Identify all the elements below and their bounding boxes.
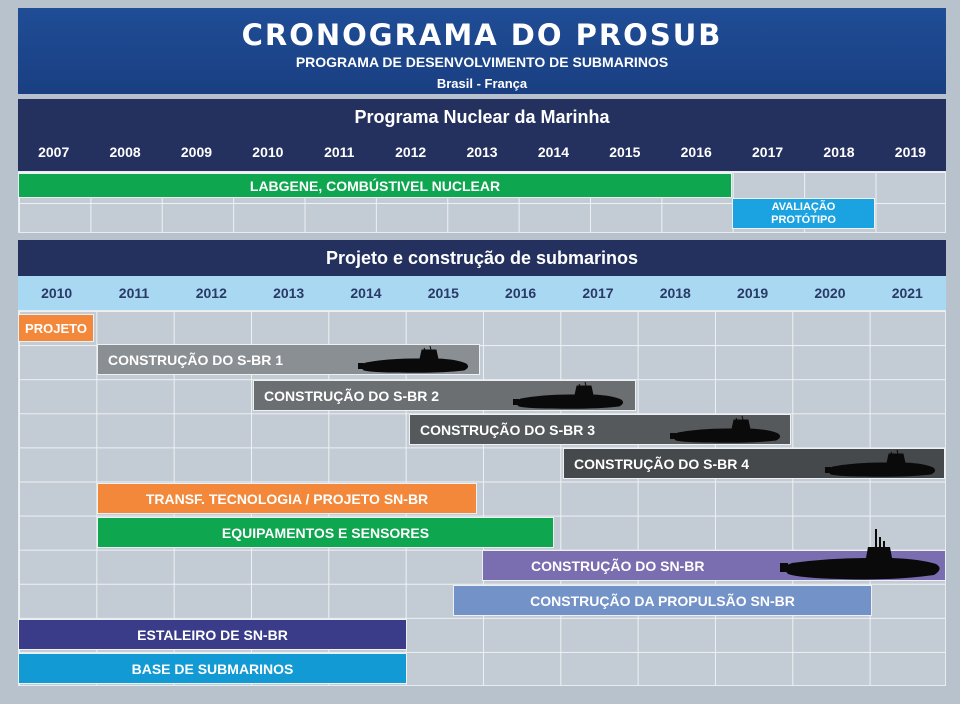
bar-equipamentos-sensores: [97, 517, 554, 548]
page-subtitle: PROGRAMA DE DESENVOLVIMENTO DE SUBMARINOS: [295, 54, 669, 70]
submarinos-year-2012: 2012: [195, 285, 227, 301]
bar-avaliacao-label-1: AVALIAÇÃO: [771, 200, 836, 213]
submarine-icon: [670, 416, 782, 444]
submarinos-year-2010: 2010: [41, 285, 73, 301]
bar-projeto: [18, 314, 94, 342]
year-row-submarinos: [18, 276, 946, 310]
bar-sbr2-label: CONSTRUÇÃO DO S-BR 2: [264, 387, 440, 404]
bar-transf-tecnologia: [97, 483, 477, 514]
year-row-nuclear: [18, 135, 946, 171]
section-title-nuclear: Programa Nuclear da Marinha: [18, 99, 946, 135]
submarinos-year-2013: 2013: [273, 285, 305, 301]
submarinos-year-2019: 2019: [737, 285, 769, 301]
bar-labgene: [18, 173, 732, 198]
bar-transf-label: TRANSF. TECNOLOGIA / PROJETO SN-BR: [145, 490, 429, 507]
submarinos-year-2017: 2017: [582, 285, 614, 301]
bar-projeto-label: PROJETO: [25, 320, 87, 336]
nuclear-year-2009: 2009: [180, 144, 213, 160]
submarine-icon: [358, 346, 470, 374]
nuclear-year-2014: 2014: [537, 144, 569, 160]
page-subtitle-countries: Brasil - França: [436, 76, 528, 91]
bar-avaliacao-label-2: PROTÓTIPO: [771, 213, 836, 226]
bar-sbr4-label: CONSTRUÇÃO DO S-BR 4: [574, 455, 750, 472]
submarine-icon: [825, 450, 937, 478]
nuclear-year-2017: 2017: [752, 144, 784, 160]
bar-construcao-propulsao: [453, 585, 872, 616]
bar-sbr3-label: CONSTRUÇÃO DO S-BR 3: [420, 421, 596, 438]
bar-estaleiro: [18, 619, 407, 650]
header-banner: [18, 8, 946, 94]
submarinos-year-2018: 2018: [659, 285, 691, 301]
nuclear-year-2008: 2008: [109, 144, 141, 160]
bar-base-label: BASE DE SUBMARINOS: [131, 660, 294, 677]
submarinos-year-2021: 2021: [891, 285, 923, 301]
submarinos-year-2020: 2020: [814, 285, 846, 301]
nuclear-year-2018: 2018: [823, 144, 855, 160]
nuclear-year-2011: 2011: [324, 144, 355, 160]
bar-propulsao-label: CONSTRUÇÃO DA PROPULSÃO SN-BR: [530, 592, 795, 609]
submarinos-year-2011: 2011: [118, 285, 150, 301]
page-title: CRONOGRAMA DO PROSUB: [241, 18, 723, 52]
nuclear-year-2007: 2007: [38, 144, 70, 160]
submarine-icon: [513, 382, 625, 410]
nuclear-year-2012: 2012: [395, 144, 427, 160]
bar-estaleiro-label: ESTALEIRO DE SN-BR: [137, 626, 288, 643]
nuclear-year-2010: 2010: [252, 144, 284, 160]
submarinos-year-2016: 2016: [505, 285, 537, 301]
nuclear-year-2016: 2016: [680, 144, 712, 160]
nuclear-submarine-icon: [780, 527, 944, 581]
submarinos-year-2014: 2014: [350, 285, 382, 301]
bar-snbr-label: CONSTRUÇÃO DO SN-BR: [531, 557, 705, 574]
bar-base-submarinos: [18, 653, 407, 684]
nuclear-year-2015: 2015: [609, 144, 641, 160]
bar-labgene-label: LABGENE, COMBÚSTIVEL NUCLEAR: [249, 177, 501, 194]
nuclear-year-2019: 2019: [894, 144, 926, 160]
section-title-submarinos: Projeto e construção de submarinos: [18, 240, 946, 276]
submarinos-year-2015: 2015: [427, 285, 459, 301]
bar-equip-label: EQUIPAMENTOS E SENSORES: [221, 524, 430, 541]
nuclear-year-2013: 2013: [466, 144, 498, 160]
bar-avaliacao-prototipo: [732, 198, 875, 229]
bar-sbr1-label: CONSTRUÇÃO DO S-BR 1: [108, 351, 284, 368]
